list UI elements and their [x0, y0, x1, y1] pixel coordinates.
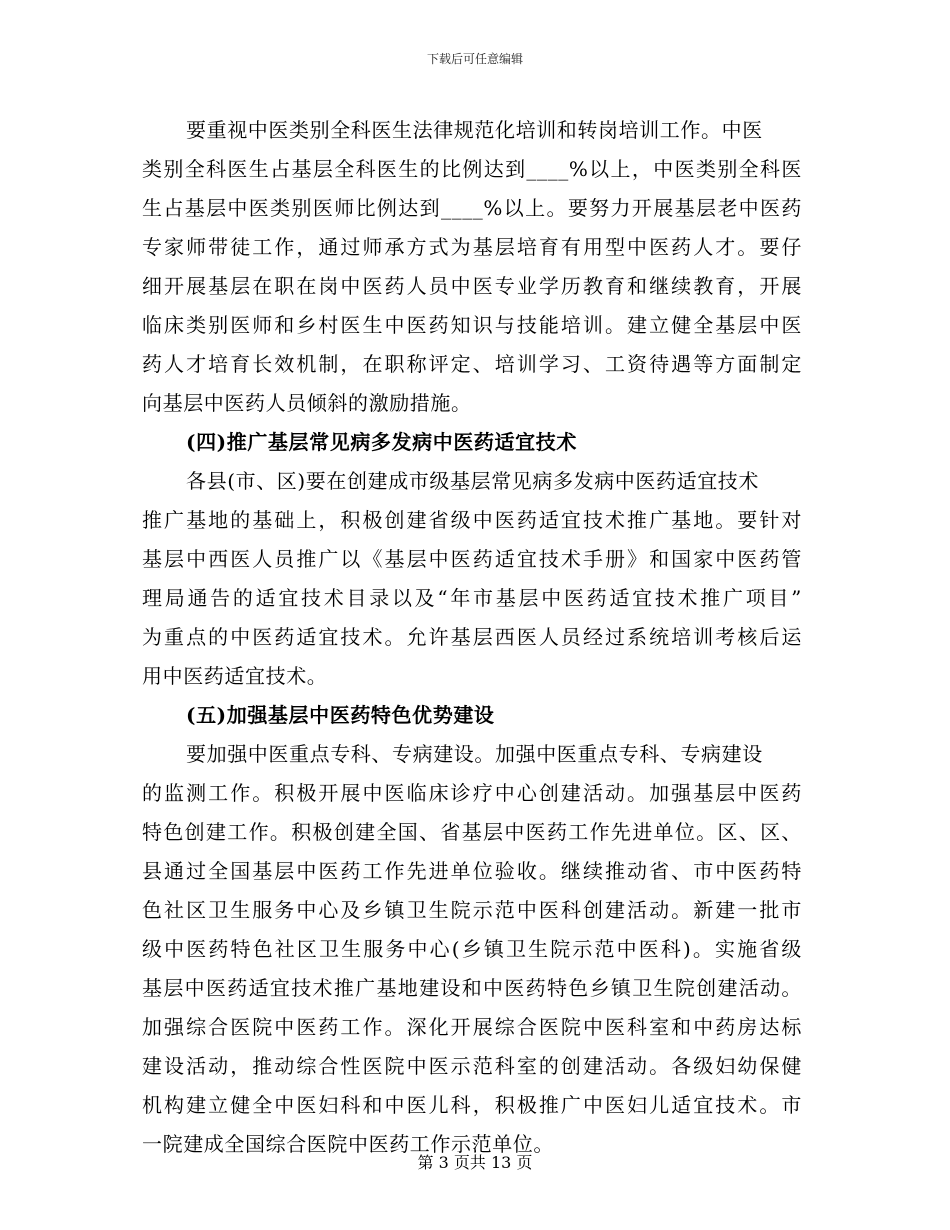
paragraph-line: 级中医药特色社区卫生服务中心(乡镇卫生院示范中医科)。实施省级 — [142, 937, 802, 961]
paragraph-line: 专家师带徒工作，通过师承方式为基层培育有用型中医药人才。要仔 — [142, 235, 802, 259]
paragraph-line: 色社区卫生服务中心及乡镇卫生院示范中医科创建活动。新建一批市 — [142, 898, 802, 922]
paragraph-line: 理局通告的适宜技术目录以及“年市基层中医药适宜技术推广项目” — [142, 586, 802, 610]
paragraph-line: 类别全科医生占基层全科医生的比例达到____%以上，中医类别全科医 — [142, 157, 802, 181]
document-body — [142, 111, 802, 1164]
paragraph-line: 建设活动，推动综合性医院中医示范科室的创建活动。各级妇幼保健 — [142, 1054, 802, 1078]
section-heading: (五)加强基层中医药特色优势建设 — [186, 703, 495, 727]
paragraph-line: 基层中医药适宜技术推广基地建设和中医药特色乡镇卫生院创建活动。 — [142, 976, 802, 1000]
paragraph-line: 推广基地的基础上，积极创建省级中医药适宜技术推广基地。要针对 — [142, 508, 802, 532]
paragraph-line: 细开展基层在职在岗中医药人员中医专业学历教育和继续教育，开展 — [142, 274, 802, 298]
paragraph-line: 一院建成全国综合医院中医药工作示范单位。 — [142, 1132, 554, 1156]
paragraph-line: 要加强中医重点专科、专病建设。加强中医重点专科、专病建设 — [186, 742, 763, 766]
paragraph-line: 为重点的中医药适宜技术。允许基层西医人员经过系统培训考核后运 — [142, 625, 802, 649]
header-note: 下载后可任意编辑 — [426, 52, 523, 66]
paragraph-line: 向基层中医药人员倾斜的激励措施。 — [142, 391, 472, 415]
paragraph-line: 基层中西医人员推广以《基层中医药适宜技术手册》和国家中医药管 — [142, 547, 802, 571]
paragraph-line: 用中医药适宜技术。 — [142, 664, 328, 688]
section-heading: (四)推广基层常见病多发病中医药适宜技术 — [186, 430, 577, 454]
paragraph-line: 临床类别医师和乡村医生中医药知识与技能培训。建立健全基层中医 — [142, 313, 802, 337]
page-number: 第 3 页共 13 页 — [417, 1153, 533, 1172]
paragraph-line: 县通过全国基层中医药工作先进单位验收。继续推动省、市中医药特 — [142, 859, 802, 883]
paragraph-line: 要重视中医类别全科医生法律规范化培训和转岗培训工作。中医 — [186, 118, 763, 142]
paragraph-line: 机构建立健全中医妇科和中医儿科，积极推广中医妇儿适宜技术。市 — [142, 1093, 802, 1117]
paragraph-line: 特色创建工作。积极创建全国、省基层中医药工作先进单位。区、区、 — [142, 820, 802, 844]
paragraph-line: 各县(市、区)要在创建成市级基层常见病多发病中医药适宜技术 — [186, 469, 760, 493]
paragraph-line: 生占基层中医类别医师比例达到____%以上。要努力开展基层老中医药 — [142, 196, 802, 220]
paragraph-line: 加强综合医院中医药工作。深化开展综合医院中医科室和中药房达标 — [142, 1015, 802, 1039]
paragraph-line: 药人才培育长效机制，在职称评定、培训学习、工资待遇等方面制定 — [142, 352, 802, 376]
paragraph-line: 的监测工作。积极开展中医临床诊疗中心创建活动。加强基层中医药 — [142, 781, 802, 805]
